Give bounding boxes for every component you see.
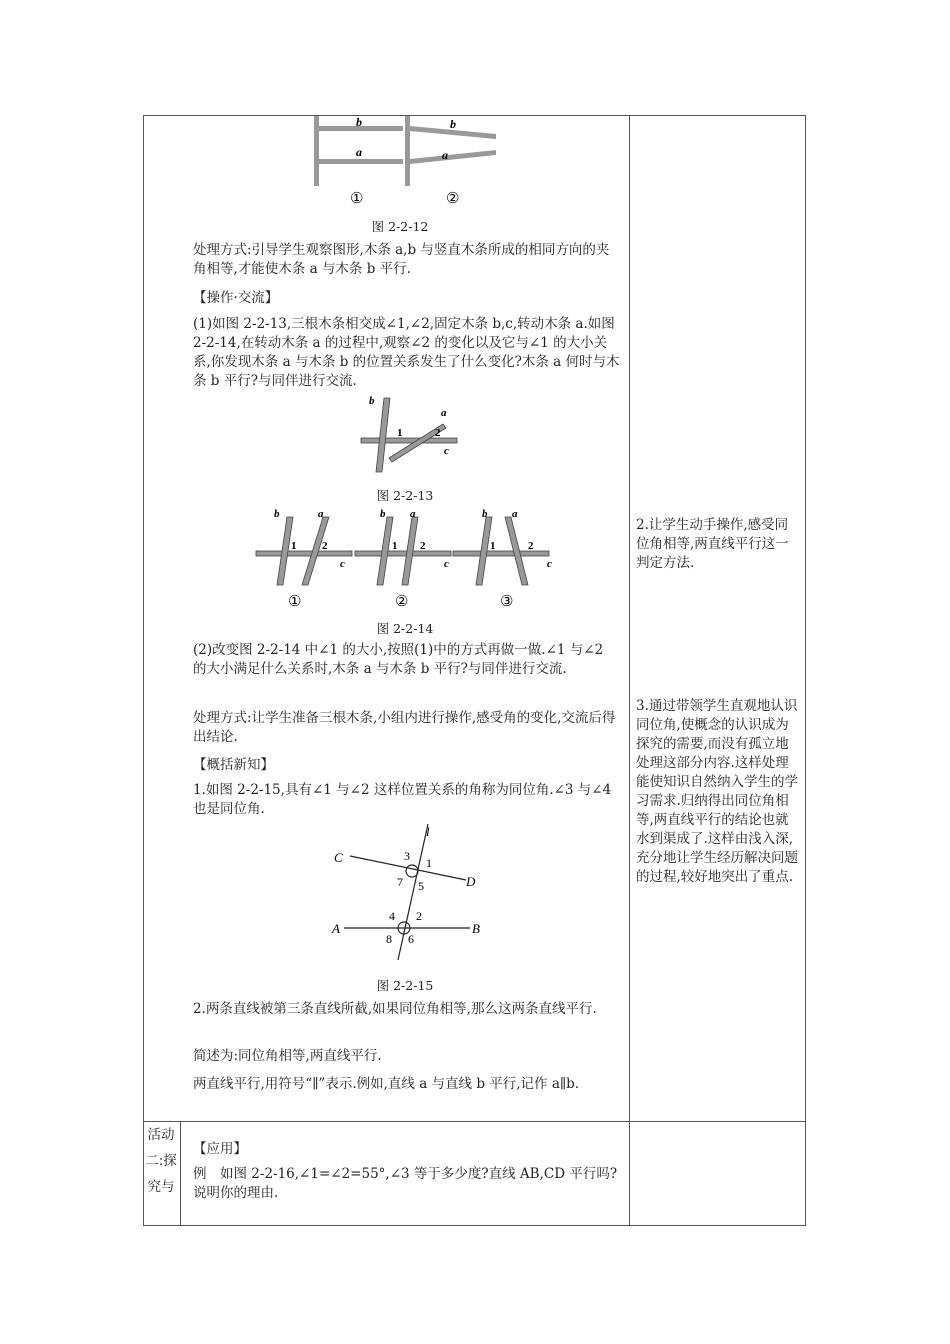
fig12-label-a-1: a [356, 145, 362, 159]
fig15-angle-2: 2 [416, 909, 422, 923]
figure-2-2-14 [250, 503, 560, 613]
heading-summary: 【概括新知】 [193, 757, 274, 773]
fig12-label-b: b [356, 115, 362, 129]
column-divider-right [629, 115, 630, 1226]
fig15-angle-5: 5 [418, 879, 424, 893]
fig14-p1-label-c: c [340, 558, 345, 570]
activity-label: 活动二:探究与 [145, 1127, 177, 1195]
fig15-label-D: D [466, 874, 476, 889]
side-note-2: 2.让学生动手操作,感受同位角相等,两直线平行这一判定方法. [636, 517, 789, 571]
fig13-label-a: a [441, 407, 447, 419]
fig15-label-C: C [334, 850, 343, 865]
fig15-angle-4: 4 [389, 909, 395, 923]
side-note-3: 3.通过带领学生直观地认识同位角,使概念的认识成为探究的需要,而没有孤立地处理这部分内容.这样处理能使知识自然纳入学生的学习需求.归纳得出同位角相等,两直线平行的结论也就水到渠成了.这样由浅入深,充分地让学生经历解决问题的过程,较好地突出了重点. [636, 698, 798, 885]
fig14-p3-label-2: 2 [528, 540, 534, 552]
fig14-p1-label-a: a [318, 508, 324, 520]
fig14-p3-label-b: b [482, 508, 488, 520]
fig14-num-2: ② [395, 594, 409, 610]
fig15-label-B: B [472, 921, 480, 936]
fig15-label-l: l [426, 824, 430, 839]
fig14-p1-label-b: b [274, 508, 280, 520]
para-method-2: 处理方式:让学生准备三根木条,小组内进行操作,感受角的变化,交流后得出结论. [193, 710, 616, 745]
fig14-p2-label-2: 2 [420, 540, 426, 552]
figure-2-2-12 [300, 112, 510, 212]
fig15-angle-1: 1 [426, 856, 432, 870]
fig12-label-n2: ② [446, 191, 460, 207]
fig14-num-1: ① [288, 594, 302, 610]
fig14-p3-label-a: a [512, 508, 518, 520]
para-definition-1: 1.如图 2-2-15,具有∠1 与∠2 这样位置关系的角称为同位角.∠3 与∠4 也是同位角. [193, 782, 612, 817]
fig13-label-1: 1 [397, 427, 403, 439]
para-operate-1: (1)如图 2-2-13,三根木条相交成∠1,∠2,固定木条 b,c,转动木条 a.如图 2-2-14,在转动木条 a 的过程中,观察∠2 的变化以及它与∠1 的大小关系,你发现木条 a 与木条 b 的位置关系发生了什么变化?木条 a 何时与木条 b 平行?与同伴进行交流. [193, 316, 620, 389]
figure-2-2-15 [330, 820, 490, 970]
fig15-caption: 图 2-2-15 [376, 978, 434, 993]
para-method-1: 处理方式:引导学生观察图形,木条 a,b 与竖直木条所成的相同方向的夹角相等,才能使木条 a 与木条 b 平行. [193, 242, 610, 277]
fig14-p2-label-1: 1 [392, 540, 398, 552]
para-operate-2: (2)改变图 2-2-14 中∠1 的大小,按照(1)中的方式再做一做.∠1 与∠2 的大小满足什么关系时,木条 a 与木条 b 平行?与同伴进行交流. [193, 642, 604, 677]
fig15-angle-8: 8 [386, 932, 392, 946]
para-definition-2: 2.两条直线被第三条直线所截,如果同位角相等,那么这两条直线平行. [193, 1001, 597, 1017]
fig14-p1-label-2: 2 [322, 540, 328, 552]
heading-operate: 【操作·交流】 [193, 290, 279, 306]
fig14-p2-label-a: a [410, 508, 416, 520]
para-short-form: 简述为:同位角相等,两直线平行. [193, 1048, 382, 1064]
fig14-p3-label-1: 1 [490, 540, 496, 552]
fig15-angle-6: 6 [408, 932, 414, 946]
fig15-angle-3: 3 [404, 849, 410, 863]
heading-apply: 【应用】 [193, 1141, 247, 1157]
fig14-num-3: ③ [500, 594, 514, 610]
fig14-p1-label-1: 1 [291, 540, 297, 552]
fig13-label-b: b [369, 395, 375, 407]
fig12-label-b-2: b [450, 117, 456, 131]
fig12-caption: 图 2-2-12 [371, 219, 429, 234]
fig12-label-a-2: a [442, 148, 448, 162]
row-divider [143, 1121, 806, 1122]
fig14-p2-label-c: c [444, 558, 449, 570]
fig14-p2-label-b: b [380, 508, 386, 520]
figure-2-2-13 [355, 392, 465, 474]
fig13-label-c: c [444, 445, 449, 457]
para-symbol: 两直线平行,用符号“∥”表示.例如,直线 a 与直线 b 平行,记作 a∥b. [193, 1076, 580, 1092]
example-text: 例 如图 2-2-16,∠1=∠2=55°,∠3 等于多少度?直线 AB,CD 平行吗?说明你的理由. [193, 1166, 618, 1201]
fig14-caption: 图 2-2-14 [376, 621, 434, 636]
fig13-label-2: 2 [435, 427, 441, 439]
column-divider-left [180, 1122, 181, 1226]
fig12-label-n1: ① [350, 191, 364, 207]
fig15-label-A: A [332, 921, 340, 936]
fig13-caption: 图 2-2-13 [376, 488, 434, 503]
fig14-p3-label-c: c [547, 558, 552, 570]
fig15-angle-7: 7 [397, 875, 403, 889]
